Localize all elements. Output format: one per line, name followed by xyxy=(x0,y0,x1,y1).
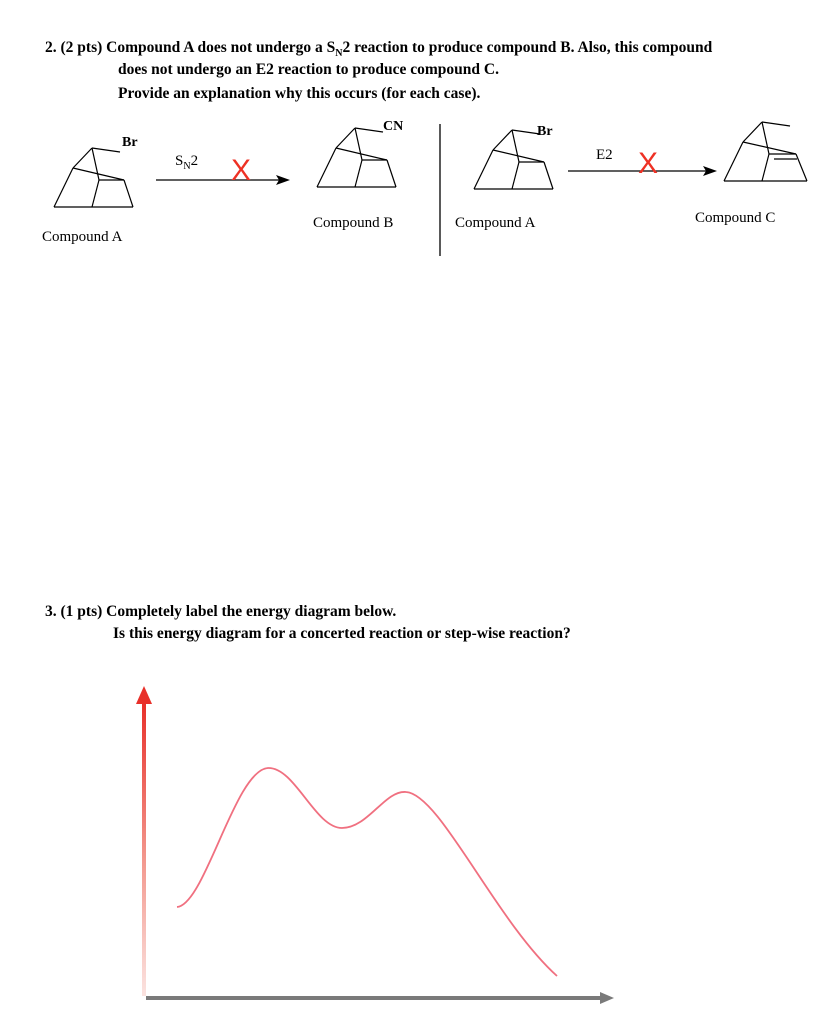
sn2-condition xyxy=(175,153,198,172)
energy-curve xyxy=(177,768,557,976)
compound-c-label: Compound C xyxy=(695,210,776,226)
compound-a-label-right: Compound A xyxy=(455,215,536,231)
question-2-line-3: Provide an explanation why this occurs (for each case). xyxy=(118,85,481,102)
reaction-axis-x-arrowhead xyxy=(600,992,614,1004)
e2-blocked-x: X xyxy=(638,147,659,180)
question-3-points: (1 pts) xyxy=(60,603,103,620)
compound-b-structure xyxy=(317,128,396,187)
reaction-axis-x xyxy=(146,996,602,1000)
question-3-text: Completely label the energy diagram below. xyxy=(106,603,397,620)
energy-axis-y xyxy=(142,702,146,996)
sn2-blocked-x: X xyxy=(231,154,252,187)
energy-axis-y-arrowhead xyxy=(136,686,152,704)
sn2-condition-2: 2 xyxy=(190,153,199,169)
compound-a-br-label: Br xyxy=(122,135,138,150)
compound-c-structure xyxy=(724,122,807,181)
question-2-number: 2. xyxy=(45,39,57,56)
compound-a-right-br-label: Br xyxy=(537,124,553,139)
question-3-line-1 xyxy=(45,601,396,622)
sn2-condition-sub: N xyxy=(183,161,191,172)
compound-b-cn-label: CN xyxy=(383,119,404,134)
sn2-condition-s: S xyxy=(175,153,184,169)
question-2-line-2: does not undergo an E2 reaction to produce compound C. xyxy=(118,61,499,78)
question-2-text-a: Compound A does not undergo a S xyxy=(106,39,336,56)
question-2-subscript: N xyxy=(335,48,343,60)
question-2-points: (2 pts) xyxy=(60,39,103,56)
question-3-line-2: Is this energy diagram for a concerted reaction or step-wise reaction? xyxy=(113,625,571,642)
compound-b-label: Compound B xyxy=(313,215,394,231)
e2-condition: E2 xyxy=(596,147,613,163)
compound-a-structure xyxy=(54,148,133,207)
question-2-text-b: 2 reaction to produce compound B. Also, this compound xyxy=(342,39,713,56)
question-3-number: 3. xyxy=(45,603,57,620)
compound-a-label-left: Compound A xyxy=(42,229,123,245)
